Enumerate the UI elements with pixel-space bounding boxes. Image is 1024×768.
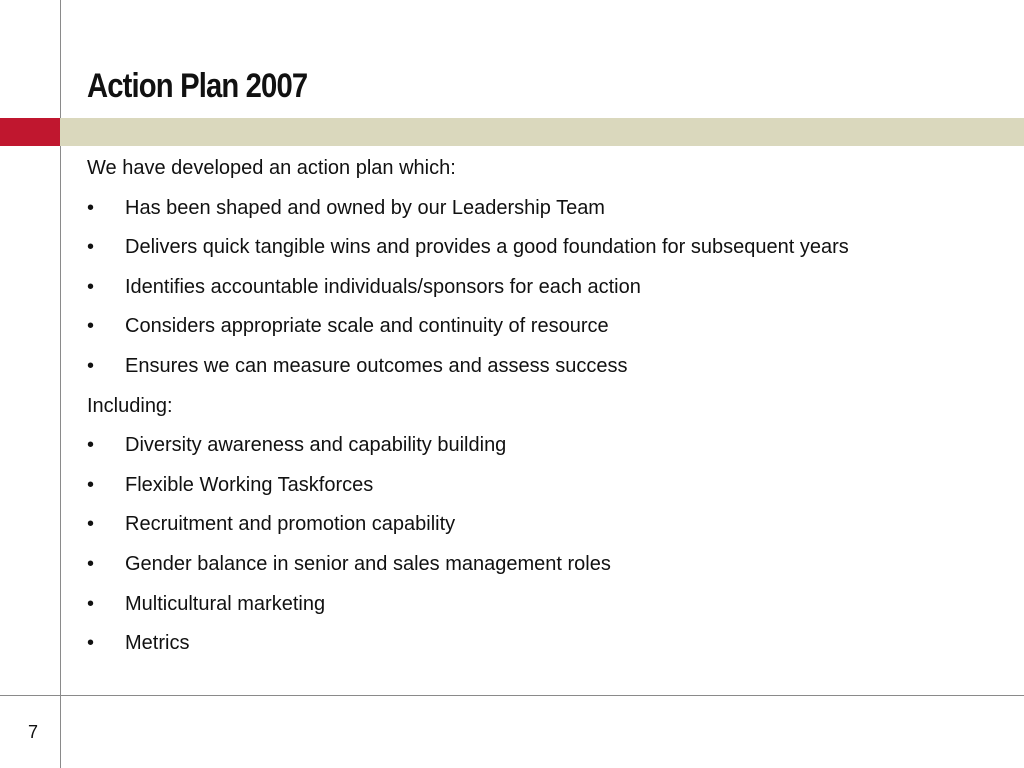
bullet-item [87,468,1007,508]
bullet-text: Has been shaped and owned by our Leadership Team [125,196,605,219]
slide-title: Action Plan 2007 [87,67,308,105]
bullet-text: Identifies accountable individuals/sponsors for each action [125,275,641,298]
footer-rule [0,695,1024,696]
including-text: Including: [87,394,173,417]
bullet-icon: • [87,632,95,655]
bullet-item [87,428,1007,468]
bullet-item [87,547,1007,587]
accent-band [60,118,1024,146]
bullet-item [87,191,1007,231]
bullet-icon: • [87,513,95,536]
bullet-text: Gender balance in senior and sales management roles [125,552,611,575]
bullet-icon: • [87,196,95,219]
accent-red-block [0,118,60,146]
slide-body [87,151,1007,666]
bullet-text: Metrics [125,632,190,655]
intro-text: We have developed an action plan which: [87,157,456,179]
left-vertical-rule [60,0,61,768]
bullet-item [87,587,1007,627]
bullet-icon: • [87,473,95,496]
bullet-text: Multicultural marketing [125,592,326,615]
bullet-icon: • [87,592,95,615]
bullet-icon: • [87,275,95,298]
bullet-text: Considers appropriate scale and continuity of resource [125,315,609,338]
bullet-text: Recruitment and promotion capability [125,513,456,536]
bullet-text: Delivers quick tangible wins and provides a good foundation for subsequent years [125,236,849,259]
bullet-item [87,626,1007,666]
bullet-icon: • [87,236,95,259]
bullet-text: Flexible Working Taskforces [125,473,374,496]
bullet-item [87,270,1007,310]
bullet-text: Diversity awareness and capability building [125,434,507,457]
bullet-item [87,230,1007,270]
bullet-item [87,507,1007,547]
bullet-icon: • [87,552,95,575]
bullet-icon: • [87,354,95,377]
bullet-item [87,349,1007,389]
bullet-item [87,309,1007,349]
bullet-icon: • [87,434,95,457]
bullet-icon: • [87,315,95,338]
bullet-text: Ensures we can measure outcomes and assess success [125,354,628,377]
page-number: 7 [28,722,39,742]
